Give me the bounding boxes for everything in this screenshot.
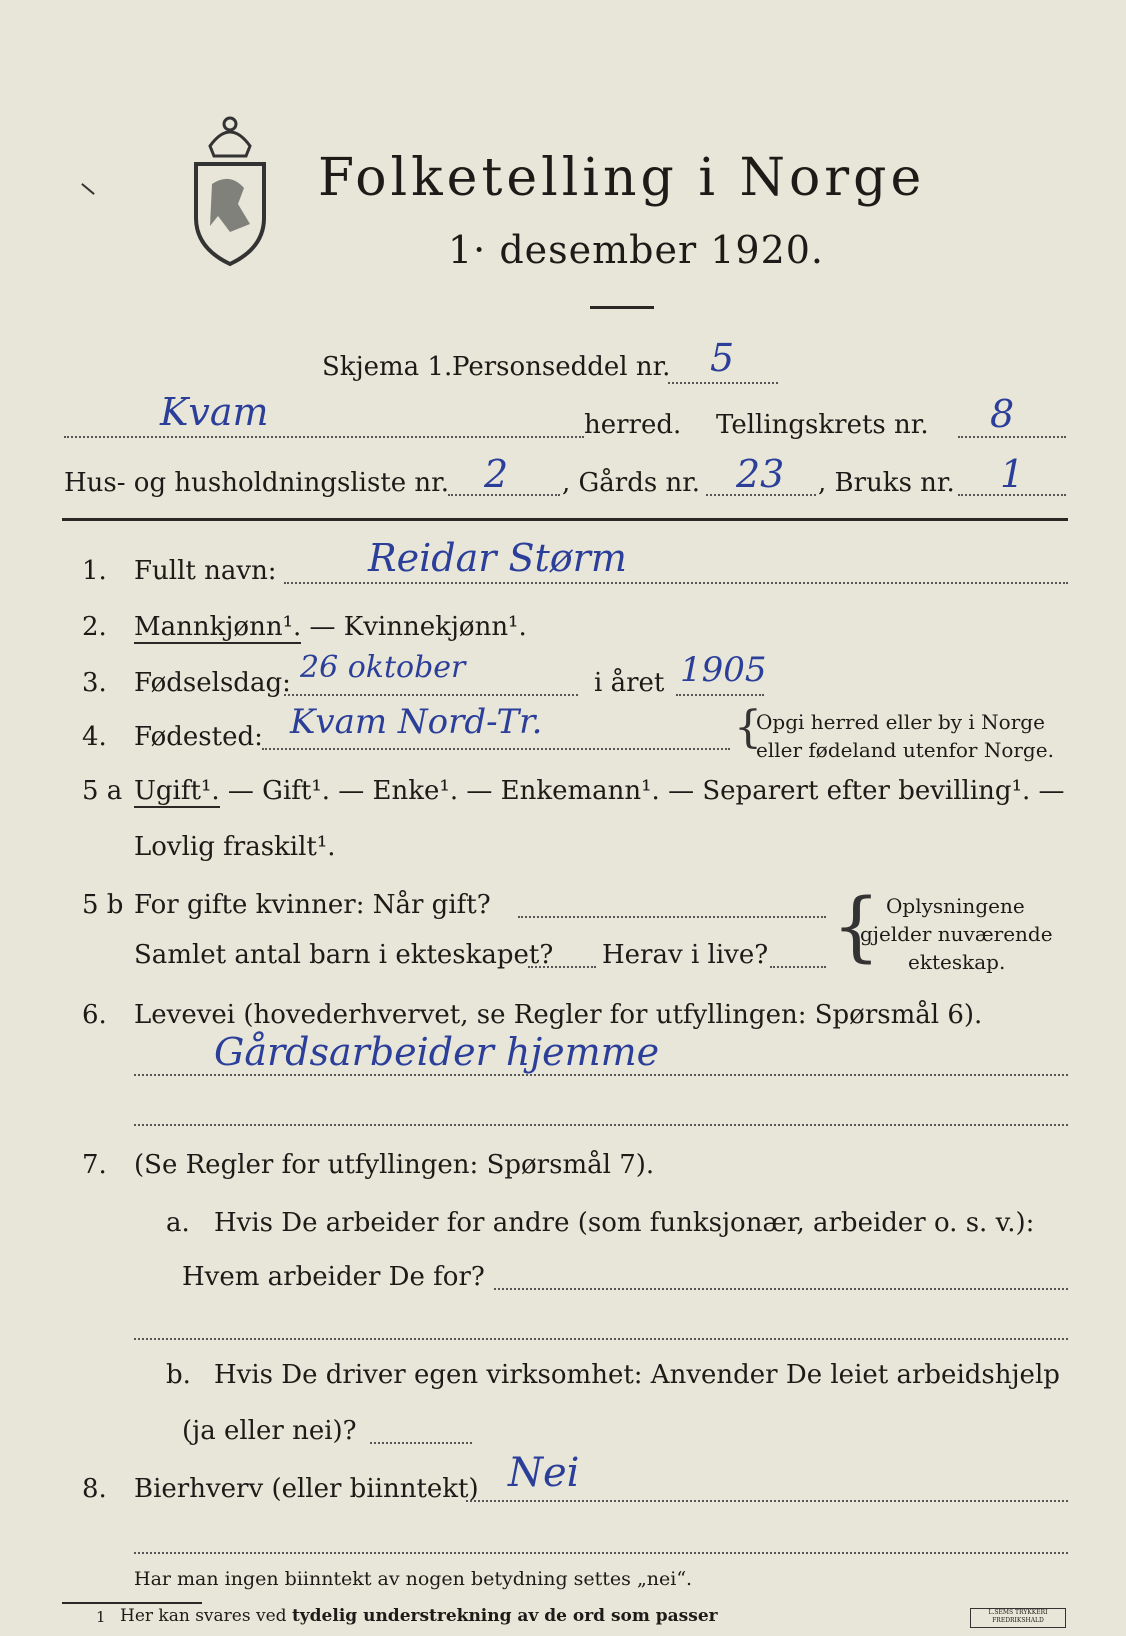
q5b-label-2: Samlet antal barn i ekteskapet? [134,940,554,970]
q7-label: (Se Regler for utfyllingen: Spørsmål 7). [134,1150,655,1180]
q5b-label-3: Herav i live? [602,940,769,970]
hus-value[interactable]: 2 [484,452,509,496]
birthyear-value[interactable]: 1905 [680,650,767,690]
q8-number: 8. [82,1474,107,1504]
q2-options: Mannkjønn¹. — Kvinnekjønn¹. [134,612,527,642]
q5b-number: 5 b [82,890,124,920]
occupation-value[interactable]: Gårdsarbeider hjemme [214,1030,660,1074]
norway-coat-of-arms-icon [182,108,278,268]
hus-label: Hus- og husholdningsliste nr. [64,468,450,498]
q8-label: Bierhverv (eller biinntekt) [134,1474,479,1504]
personseddel-label: Personseddel nr. [452,352,671,382]
q7a-label-2: Hvem arbeider De for? [182,1262,485,1292]
q4-note-1: Opgi herred eller by i Norge [756,710,1045,734]
q7a-label: Hvis De arbeider for andre (som funksjonær, arbeider o. s. v.): [214,1208,1035,1238]
full-name-value[interactable]: Reidar Størm [368,536,627,580]
q5b-note-3: ekteskap. [908,950,1006,974]
q7a-letter: a. [166,1208,190,1238]
q7b-letter: b. [166,1360,191,1390]
footnote-divider [62,1602,202,1604]
tellingskrets-label: Tellingskrets nr. [716,410,929,440]
bruks-label: , Bruks nr. [818,468,955,498]
title-divider [590,306,654,309]
birthdate-value[interactable]: 26 oktober [300,650,466,685]
q5b-note-1: Oplysningene [886,894,1025,918]
q7b-label: Hvis De driver egen virksomhet: Anvender De leiet arbeidshjelp [214,1360,1060,1390]
printer-mark: L.SEMS TRYKKERI FREDRIKSHALD [970,1608,1066,1628]
q6-number: 6. [82,1000,107,1030]
q5a-options [134,776,1065,806]
q7b-label-2: (ja eller nei)? [182,1416,357,1446]
herred-label: herred. [584,410,682,440]
header-divider [62,518,1068,521]
q1-label: Fullt navn: [134,556,277,586]
footer-note: Har man ingen biinntekt av nogen betydning settes „nei“. [134,1568,693,1590]
schema-label: Skjema 1. [322,352,453,382]
birthplace-value[interactable]: Kvam Nord-Tr. [290,702,543,742]
footnote-number: 1 [96,1608,106,1626]
personseddel-value[interactable]: 5 [710,336,735,380]
q3-label: Fødselsdag: [134,668,291,698]
side-income-value[interactable]: Nei [508,1450,580,1496]
gards-value[interactable]: 23 [736,452,785,496]
q5a-number: 5 a [82,776,123,806]
q5b-note-2: gjelder nuværende [860,922,1053,946]
q4-number: 4. [82,722,107,752]
ugift-option[interactable]: Ugift¹. [134,776,220,806]
tellingskrets-value[interactable]: 8 [990,392,1015,436]
lovlig-fraskilt-option[interactable]: Lovlig fraskilt¹. [134,832,336,862]
q4-note-2: eller fødeland utenfor Norge. [756,738,1054,762]
female-option[interactable]: Kvinnekjønn¹. [343,612,527,642]
q7-number: 7. [82,1150,107,1180]
census-form: Folketelling i Norge 1· desember 1920. Skjema 1. Personseddel nr. 5 Kvam herred. Tellingskrets nr. 8 Hus- og husholdningsliste nr. 2 , Gårds nr. 23 , Bruks nr. 1 1. Fullt navn: Reidar Størm 2. Mannkjønn¹. — Kvinnekjønn¹. 3. Fødselsdag: 26 oktober i året 1905 4. Fødested: Kvam Nord-Tr. { Opgi herred eller by i Norge eller fødeland utenfor Norge. 5 a Ugift¹. — Gift¹. — Enke¹. — Enkemann¹. — Separert efter bevilling¹. — Lovlig fraskilt¹. 5 b For gifte kvinner: Når gift? Samlet antal barn i ekteskapet? Herav i live? { Oplysningene gjelder nuværende ekteskap. 6. Levevei (hovederhvervet, se Regler for utfyllingen: Spørsmål 6). Gårdsarbeider hjemme 7. (Se Regler for utfyllingen: Spørsmål 7). a. Hvis De arbeider for andre (som funksjonær, arbeider o. s. v.): Hvem arbeider De for? b. Hvis De driver egen virksomhet: Anvender De leiet arbeidshjelp (ja eller nei)? 8. Bierhverv (eller biinntekt) Nei Har man ingen biinntekt av nogen betydning settes „nei“. 1 Her kan svares ved tydelig understrekning av de ord som passer L.SEMS TRYKKERI FREDRIKSHALD [0,0,1126,1636]
stray-mark [81,183,95,195]
footnote: Her kan svares ved tydelig understrekning av de ord som passer [120,1606,718,1626]
gards-label: , Gårds nr. [562,468,701,498]
year-label: i året [594,668,665,698]
q2-number: 2. [82,612,107,642]
q4-label: Fødested: [134,722,263,752]
q5b-label-1: For gifte kvinner: Når gift? [134,890,491,920]
q3-number: 3. [82,668,107,698]
male-option[interactable]: Mannkjønn¹. [134,612,302,642]
bruks-value[interactable]: 1 [1000,452,1025,496]
other-status-options[interactable]: — Gift¹. — Enke¹. — Enkemann¹. — Separert efter bevilling¹. — [227,776,1065,806]
form-date: 1· desember 1920. [448,228,825,272]
q6-label: Levevei (hovederhvervet, se Regler for utfyllingen: Spørsmål 6). [134,1000,983,1030]
q1-number: 1. [82,556,107,586]
herred-value[interactable]: Kvam [160,390,269,434]
form-title: Folketelling i Norge [318,148,926,208]
